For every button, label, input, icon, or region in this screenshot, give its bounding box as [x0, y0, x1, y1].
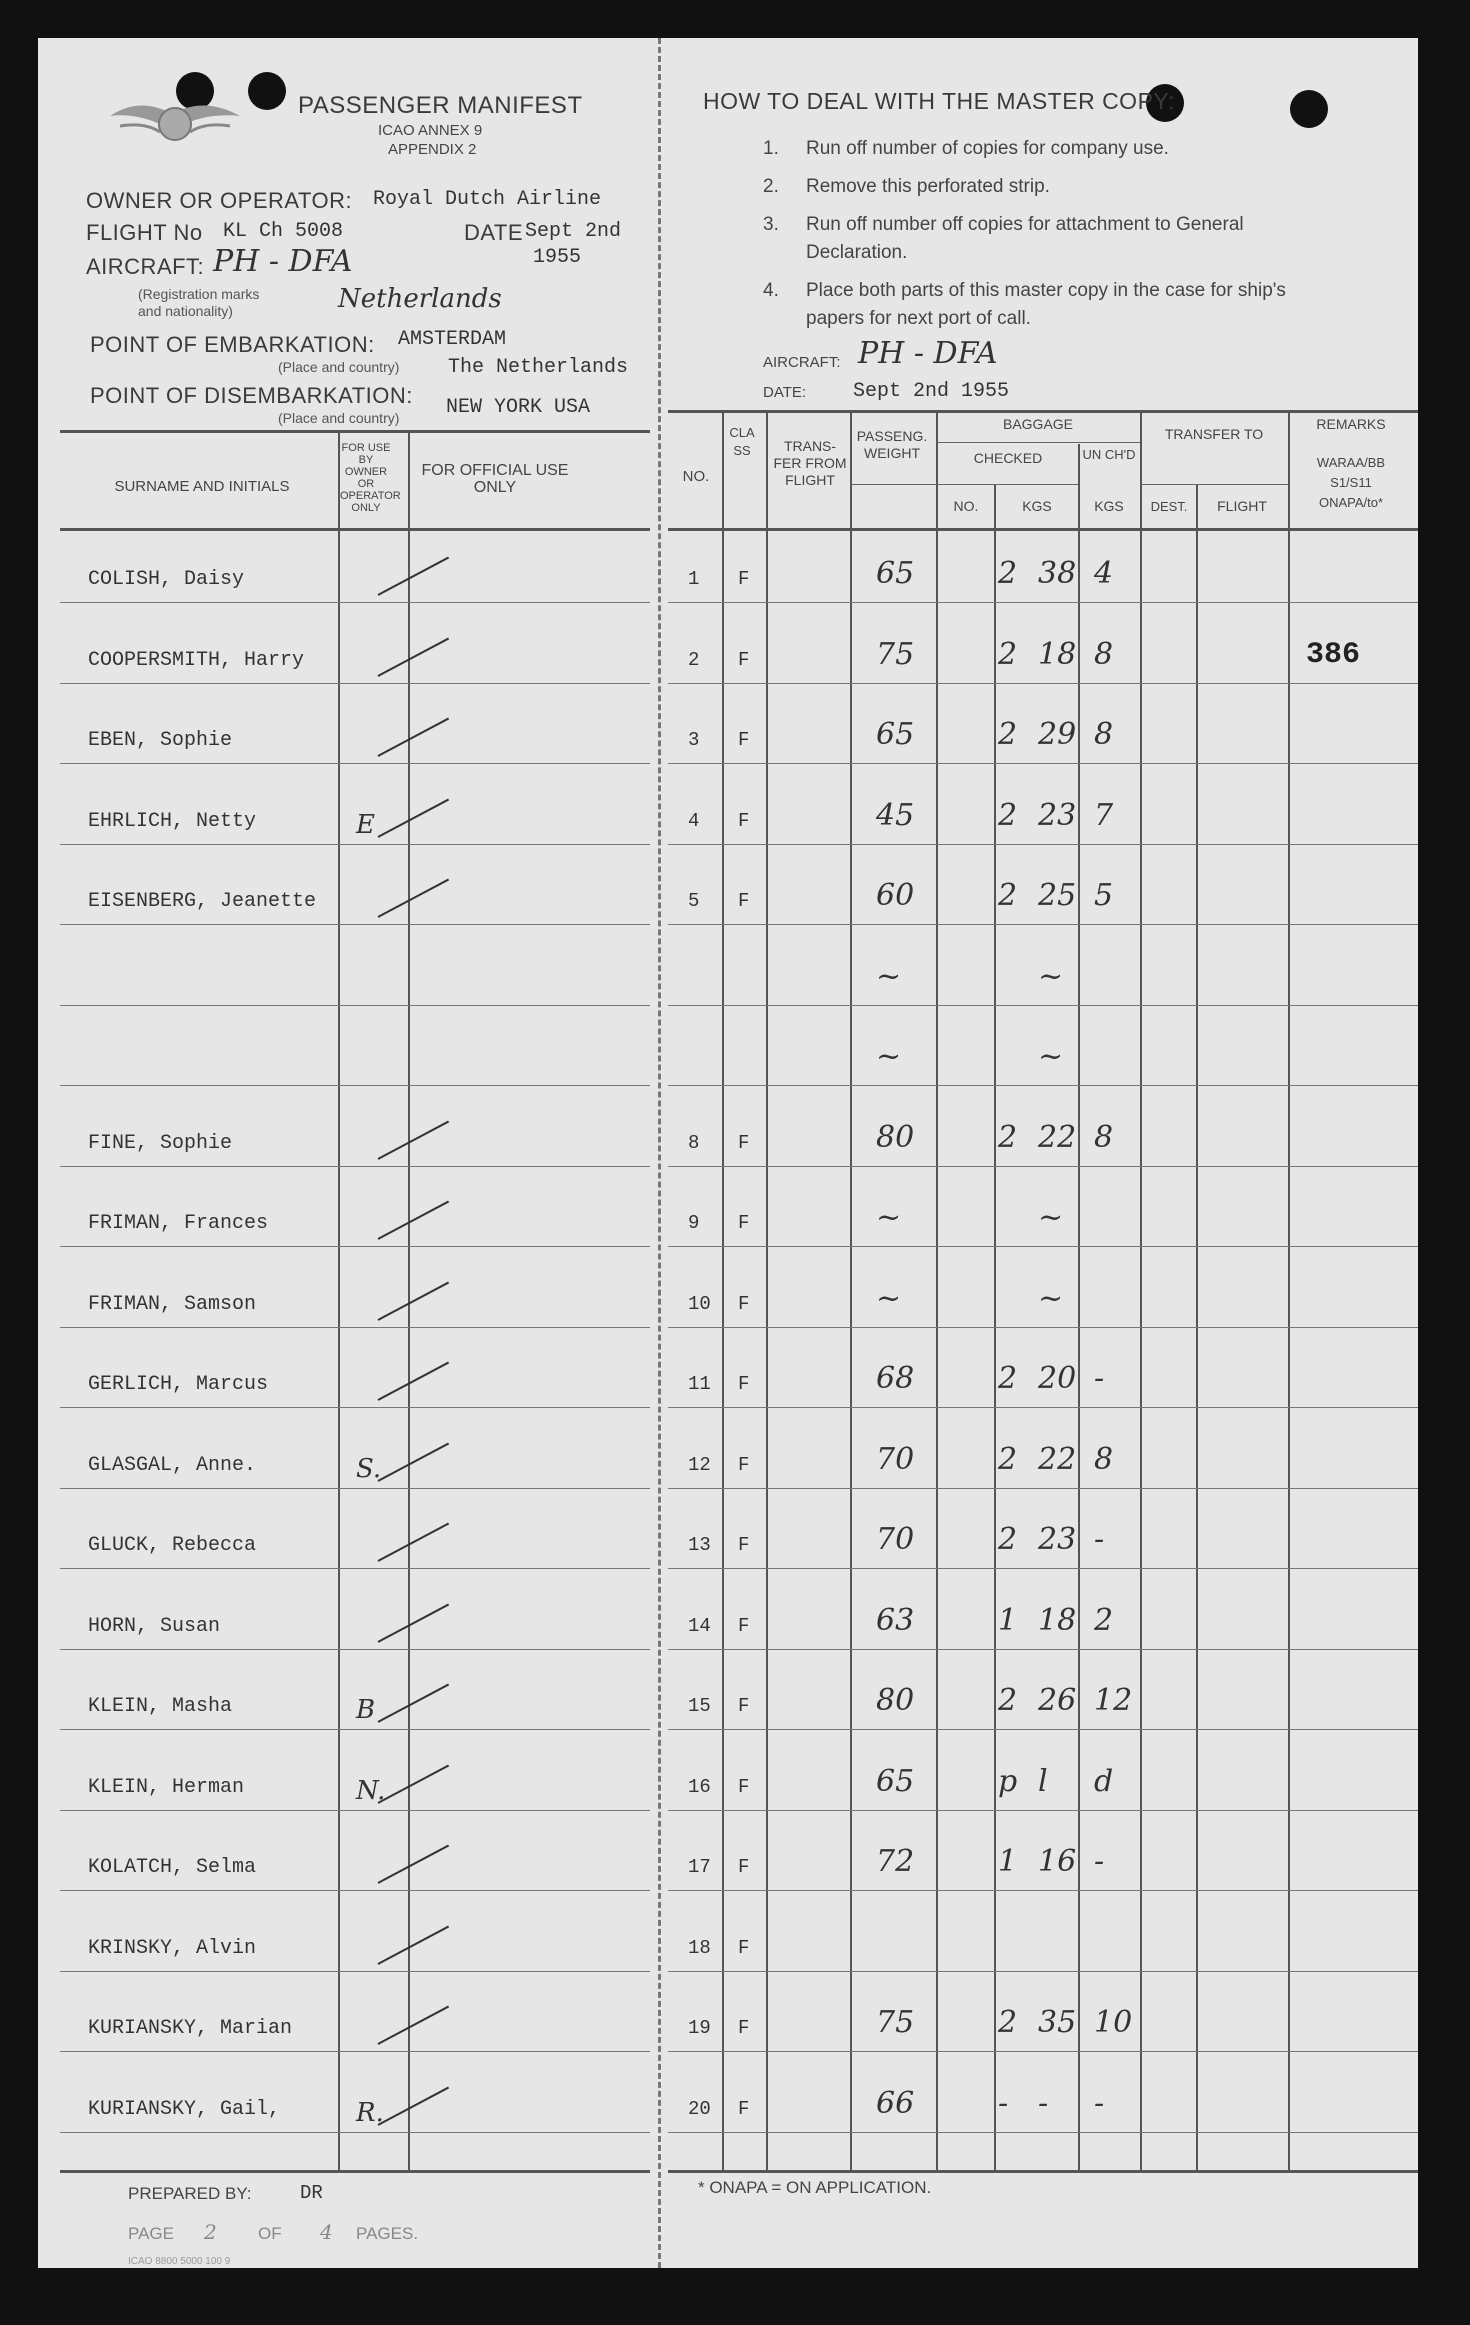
row-rule: [668, 1005, 1418, 1006]
punch-hole: [1290, 90, 1328, 128]
passenger-weight: ~: [876, 1039, 902, 1074]
unchecked-kgs: 8: [1094, 717, 1114, 752]
unchecked-kgs: 10: [1094, 2005, 1133, 2040]
baggage-kgs: 38: [1038, 556, 1077, 591]
owner-value: Royal Dutch Airline: [373, 188, 602, 211]
form-code: ICAO 8800 5000 100 9: [128, 2256, 231, 2267]
instruction-text: Declaration.: [806, 242, 908, 263]
col-unchecked: UN CH'D: [1082, 447, 1136, 462]
passenger-weight: ~: [876, 959, 902, 994]
column-rule: [766, 412, 768, 2170]
passenger-class: F: [738, 1937, 750, 1959]
baggage-kgs: 23: [1038, 798, 1077, 833]
registration-note: and nationality): [138, 303, 233, 319]
unchecked-kgs: 2: [1094, 1603, 1114, 1638]
row-rule: [668, 1649, 1418, 1650]
column-rule: [1140, 412, 1142, 2170]
manifest-sheet: [38, 38, 1418, 2268]
table-bottom-rule: [668, 2170, 1418, 2173]
baggage-kgs: 18: [1038, 637, 1077, 672]
passenger-name: GERLICH, Marcus: [88, 1373, 269, 1396]
column-rule: [936, 412, 938, 2170]
col-baggage: BAGGAGE: [1002, 416, 1074, 432]
header-bottom-rule: [668, 528, 1418, 531]
unchecked-kgs: 12: [1094, 1683, 1133, 1718]
passenger-no: 3: [688, 729, 700, 751]
passenger-weight: 60: [876, 878, 915, 913]
row-rule: [60, 1649, 650, 1650]
baggage-kgs: 23: [1038, 1522, 1077, 1557]
passenger-weight: 70: [876, 1522, 915, 1557]
row-rule: [60, 763, 650, 764]
row-rule: [668, 1488, 1418, 1489]
page-reference: 386: [1306, 638, 1361, 672]
passenger-weight: 45: [876, 798, 915, 833]
passenger-initial-mark: R.: [356, 2098, 384, 2128]
passenger-name: KURIANSKY, Marian: [88, 2017, 293, 2040]
baggage-count: 2: [998, 1522, 1018, 1557]
passenger-weight: 70: [876, 1442, 915, 1477]
passenger-no: 1: [688, 568, 700, 590]
instructions-title: HOW TO DEAL WITH THE MASTER COPY:: [703, 88, 1175, 114]
passenger-class: F: [738, 1695, 750, 1717]
onapa-note: * ONAPA = ON APPLICATION.: [698, 2178, 932, 2197]
strip-aircraft-label: AIRCRAFT:: [763, 354, 841, 371]
passenger-initial-mark: N.: [356, 1776, 386, 1806]
check-mark-icon: [378, 1201, 450, 1240]
col-remarks: REMARKS: [1316, 416, 1386, 432]
passenger-no: 18: [688, 1937, 711, 1959]
baggage-kgs: ~: [1038, 1200, 1064, 1235]
embarkation-label: POINT OF EMBARKATION:: [90, 332, 375, 357]
passenger-no: 20: [688, 2098, 711, 2120]
passenger-weight: ~: [876, 1200, 902, 1235]
baggage-count: 2: [998, 1442, 1018, 1477]
unchecked-kgs: 8: [1094, 1442, 1114, 1477]
baggage-count: 2: [998, 1683, 1018, 1718]
passenger-initial-mark: S.: [356, 1454, 382, 1484]
passenger-class: F: [738, 649, 750, 671]
row-rule: [668, 2051, 1418, 2052]
baggage-count: 2: [998, 1120, 1018, 1155]
of-label: OF: [258, 2224, 282, 2243]
column-rule: [1078, 444, 1080, 2170]
row-rule: [668, 1327, 1418, 1328]
baggage-kgs: 20: [1038, 1361, 1077, 1396]
baggage-count: 2: [998, 1361, 1018, 1396]
check-mark-icon: [378, 1765, 450, 1804]
check-mark-icon: [378, 557, 450, 596]
header-rule: [1140, 484, 1288, 485]
table-top-rule: [668, 410, 1418, 413]
aircraft-label: AIRCRAFT:: [86, 254, 205, 279]
header-rule: [936, 442, 1140, 443]
baggage-count: p: [998, 1764, 1018, 1799]
baggage-kgs: -: [1038, 2086, 1049, 2121]
passenger-class: F: [738, 2098, 750, 2120]
row-rule: [668, 683, 1418, 684]
row-rule: [60, 683, 650, 684]
passenger-name: EBEN, Sophie: [88, 729, 233, 752]
col-remarks-sub: S1/S11: [1330, 475, 1372, 490]
passenger-no: 17: [688, 1856, 711, 1878]
unchecked-kgs: 8: [1094, 637, 1114, 672]
passenger-name: KRINSKY, Alvin: [88, 1937, 257, 1960]
unchecked-kgs: d: [1094, 1764, 1114, 1799]
place-country-note: (Place and country): [278, 410, 400, 426]
embarkation-country: The Netherlands: [448, 356, 629, 379]
date-label: DATE: [464, 220, 524, 245]
row-rule: [60, 1327, 650, 1328]
check-mark-icon: [378, 718, 450, 757]
row-rule: [60, 1488, 650, 1489]
check-mark-icon: [378, 799, 450, 838]
instruction-text: Remove this perforated strip.: [806, 176, 1050, 197]
passenger-no: 5: [688, 890, 700, 912]
baggage-kgs: ~: [1038, 1281, 1064, 1316]
check-mark-icon: [378, 1121, 450, 1160]
table-bottom-rule: [60, 2170, 650, 2173]
passenger-weight: 80: [876, 1120, 915, 1155]
col-class: CLASS: [729, 425, 755, 458]
baggage-count: 2: [998, 717, 1018, 752]
unchecked-kgs: 8: [1094, 1120, 1114, 1155]
passenger-class: F: [738, 890, 750, 912]
check-mark-icon: [378, 1282, 450, 1321]
date-value: Sept 2nd: [525, 220, 622, 243]
check-mark-icon: [378, 1845, 450, 1884]
perforation-line: [658, 38, 665, 2268]
passenger-no: 16: [688, 1776, 711, 1798]
passenger-initial-mark: B: [356, 1695, 376, 1725]
check-mark-icon: [378, 1443, 450, 1482]
col-official-use: FOR OFFICIAL USE ONLY: [421, 462, 569, 496]
instruction-text: papers for next port of call.: [806, 308, 1031, 329]
row-rule: [60, 1246, 650, 1247]
unchecked-kgs: -: [1094, 2086, 1105, 2121]
disembarkation-value: NEW YORK USA: [446, 396, 591, 419]
place-country-note: (Place and country): [278, 359, 400, 375]
col-dest: DEST.: [1150, 499, 1188, 514]
passenger-class: F: [738, 1856, 750, 1878]
baggage-kgs: 25: [1038, 878, 1077, 913]
col-checked-kgs: KGS: [1022, 498, 1052, 514]
instruction-number: 1.: [763, 138, 779, 159]
passenger-no: 11: [688, 1373, 711, 1395]
row-rule: [668, 844, 1418, 845]
owner-label: OWNER OR OPERATOR:: [86, 188, 353, 213]
pages-label: PAGES.: [356, 2224, 419, 2243]
passenger-no: 13: [688, 1534, 711, 1556]
passenger-name: COLISH, Daisy: [88, 568, 245, 591]
column-rule: [722, 412, 724, 2170]
passenger-name: EISENBERG, Jeanette: [88, 890, 317, 913]
check-mark-icon: [378, 1362, 450, 1401]
baggage-count: -: [998, 2086, 1009, 2121]
instruction-text: Run off number off copies for attachment to General: [806, 214, 1244, 235]
baggage-count: 2: [998, 798, 1018, 833]
passenger-no: 2: [688, 649, 700, 671]
passenger-class: F: [738, 1776, 750, 1798]
passenger-name: KOLATCH, Selma: [88, 1856, 257, 1879]
appendix-label: APPENDIX 2: [388, 141, 477, 158]
passenger-weight: 65: [876, 1764, 915, 1799]
row-rule: [668, 1810, 1418, 1811]
row-rule: [668, 763, 1418, 764]
row-rule: [60, 602, 650, 603]
baggage-kgs: 29: [1038, 717, 1077, 752]
of-value: 4: [320, 2220, 333, 2244]
icao-annex: ICAO ANNEX 9: [378, 122, 483, 139]
baggage-kgs: 18: [1038, 1603, 1077, 1638]
row-rule: [668, 1246, 1418, 1247]
row-rule: [60, 1890, 650, 1891]
aircraft-value: PH - DFA: [213, 244, 353, 279]
passenger-weight: 66: [876, 2086, 915, 2121]
passenger-weight: 80: [876, 1683, 915, 1718]
passenger-weight: 72: [876, 1844, 915, 1879]
passenger-name: COOPERSMITH, Harry: [88, 649, 305, 672]
passenger-weight: 75: [876, 637, 915, 672]
passenger-name: KURIANSKY, Gail,: [88, 2098, 281, 2121]
baggage-kgs: ~: [1038, 1039, 1064, 1074]
row-rule: [60, 2051, 650, 2052]
passenger-class: F: [738, 1373, 750, 1395]
row-rule: [60, 844, 650, 845]
embarkation-value: AMSTERDAM: [398, 328, 507, 351]
check-mark-icon: [378, 2087, 450, 2126]
baggage-kgs: 16: [1038, 1844, 1077, 1879]
passenger-weight: 65: [876, 717, 915, 752]
col-checked: CHECKED: [973, 450, 1043, 466]
col-transfer-to: TRANSFER TO: [1164, 426, 1264, 442]
header-bottom-rule: [60, 528, 650, 531]
passenger-class: F: [738, 568, 750, 590]
passenger-no: 4: [688, 810, 700, 832]
unchecked-kgs: -: [1094, 1361, 1105, 1396]
passenger-class: F: [738, 729, 750, 751]
instruction-text: Run off number of copies for company use.: [806, 138, 1169, 159]
passenger-weight: ~: [876, 1281, 902, 1316]
baggage-kgs: ~: [1038, 959, 1064, 994]
passenger-class: F: [738, 2017, 750, 2039]
baggage-kgs: 22: [1038, 1442, 1077, 1477]
instruction-number: 3.: [763, 214, 779, 235]
column-rule: [1288, 412, 1290, 2170]
row-rule: [60, 1729, 650, 1730]
passenger-class: F: [738, 1212, 750, 1234]
strip-date-value: Sept 2nd 1955: [853, 380, 1010, 403]
row-rule: [668, 602, 1418, 603]
passenger-class: F: [738, 1534, 750, 1556]
passenger-no: 19: [688, 2017, 711, 2039]
baggage-kgs: l: [1038, 1764, 1048, 1799]
row-rule: [60, 1810, 650, 1811]
passenger-class: F: [738, 1454, 750, 1476]
passenger-class: F: [738, 1132, 750, 1154]
row-rule: [668, 1085, 1418, 1086]
baggage-kgs: 22: [1038, 1120, 1077, 1155]
flight-label: FLIGHT No: [86, 220, 203, 245]
baggage-kgs: 35: [1038, 2005, 1077, 2040]
passenger-weight: 75: [876, 2005, 915, 2040]
manifest-title: PASSENGER MANIFEST: [298, 92, 583, 119]
passenger-weight: 65: [876, 556, 915, 591]
unchecked-kgs: 4: [1094, 556, 1114, 591]
punch-hole: [248, 72, 286, 110]
col-passenger-weight: PASSENG. WEIGHT: [856, 428, 928, 461]
instruction-number: 2.: [763, 176, 779, 197]
passenger-name: GLASGAL, Anne.: [88, 1454, 257, 1477]
col-remarks-sub: WARAA/BB: [1316, 455, 1386, 470]
col-owner-use: FOR USE BY OWNER OR OPERATOR ONLY: [340, 442, 401, 514]
passenger-initial-mark: E: [356, 810, 375, 840]
col-flight: FLIGHT: [1217, 498, 1267, 514]
col-transfer-from: TRANS-FER FROM FLIGHT: [773, 438, 847, 488]
row-rule: [60, 1971, 650, 1972]
unchecked-kgs: -: [1094, 1522, 1105, 1557]
disembarkation-label: POINT OF DISEMBARKATION:: [90, 383, 413, 408]
col-remarks-sub: ONAPA/to*: [1318, 495, 1384, 510]
row-rule: [60, 2132, 650, 2133]
page-label: PAGE: [128, 2224, 174, 2243]
baggage-kgs: 26: [1038, 1683, 1077, 1718]
check-mark-icon: [378, 2006, 450, 2045]
row-rule: [60, 1005, 650, 1006]
instruction-number: 4.: [763, 280, 779, 301]
unchecked-kgs: 7: [1094, 798, 1114, 833]
col-unchecked-kgs: KGS: [1094, 498, 1124, 514]
column-rule: [850, 412, 852, 2170]
row-rule: [668, 1407, 1418, 1408]
row-rule: [60, 1085, 650, 1086]
header-rule: [850, 484, 936, 485]
unchecked-kgs: -: [1094, 1844, 1105, 1879]
check-mark-icon: [378, 1523, 450, 1562]
col-surname: SURNAME AND INITIALS: [114, 478, 290, 495]
passenger-name: HORN, Susan: [88, 1615, 221, 1638]
strip-date-label: DATE:: [763, 384, 807, 401]
passenger-name: KLEIN, Herman: [88, 1776, 245, 1799]
row-rule: [668, 1729, 1418, 1730]
row-rule: [668, 1166, 1418, 1167]
airline-logo-icon: [100, 86, 250, 156]
passenger-class: F: [738, 810, 750, 832]
row-rule: [668, 1890, 1418, 1891]
row-rule: [60, 1407, 650, 1408]
baggage-count: 2: [998, 556, 1018, 591]
registration-note: (Registration marks: [138, 286, 260, 302]
prepared-value: DR: [300, 2182, 323, 2204]
instruction-text: Place both parts of this master copy in the case for ship's: [806, 280, 1286, 301]
passenger-class: F: [738, 1615, 750, 1637]
passenger-class: F: [738, 1293, 750, 1315]
check-mark-icon: [378, 638, 450, 677]
passenger-no: 14: [688, 1615, 711, 1637]
header-rule: [936, 484, 1078, 485]
row-rule: [60, 1166, 650, 1167]
strip-aircraft-value: PH - DFA: [858, 336, 998, 371]
check-mark-icon: [378, 879, 450, 918]
passenger-weight: 63: [876, 1603, 915, 1638]
baggage-count: 1: [998, 1603, 1018, 1638]
row-rule: [668, 2132, 1418, 2133]
passenger-name: GLUCK, Rebecca: [88, 1534, 257, 1557]
page-value: 2: [204, 2220, 217, 2244]
nationality-value: Netherlands: [338, 284, 502, 314]
passenger-name: FRIMAN, Frances: [88, 1212, 269, 1235]
row-rule: [668, 924, 1418, 925]
col-checked-no: NO.: [953, 498, 979, 514]
prepared-label: PREPARED BY:: [128, 2184, 252, 2203]
flight-value: KL Ch 5008: [223, 220, 344, 243]
check-mark-icon: [378, 1684, 450, 1723]
passenger-name: EHRLICH, Netty: [88, 810, 257, 833]
passenger-name: FRIMAN, Samson: [88, 1293, 257, 1316]
column-rule: [338, 432, 340, 2170]
row-rule: [668, 1568, 1418, 1569]
passenger-name: KLEIN, Masha: [88, 1695, 233, 1718]
passenger-no: 15: [688, 1695, 711, 1717]
col-no: NO.: [682, 468, 710, 485]
passenger-name: FINE, Sophie: [88, 1132, 233, 1155]
passenger-weight: 68: [876, 1361, 915, 1396]
passenger-no: 10: [688, 1293, 711, 1315]
date-year: 1955: [533, 246, 582, 269]
row-rule: [668, 1971, 1418, 1972]
unchecked-kgs: 5: [1094, 878, 1114, 913]
baggage-count: 2: [998, 637, 1018, 672]
table-top-rule: [60, 430, 650, 433]
baggage-count: 1: [998, 1844, 1018, 1879]
check-mark-icon: [378, 1926, 450, 1965]
check-mark-icon: [378, 1604, 450, 1643]
passenger-no: 9: [688, 1212, 700, 1234]
baggage-count: 2: [998, 2005, 1018, 2040]
row-rule: [60, 924, 650, 925]
passenger-no: 8: [688, 1132, 700, 1154]
row-rule: [60, 1568, 650, 1569]
passenger-no: 12: [688, 1454, 711, 1476]
baggage-count: 2: [998, 878, 1018, 913]
